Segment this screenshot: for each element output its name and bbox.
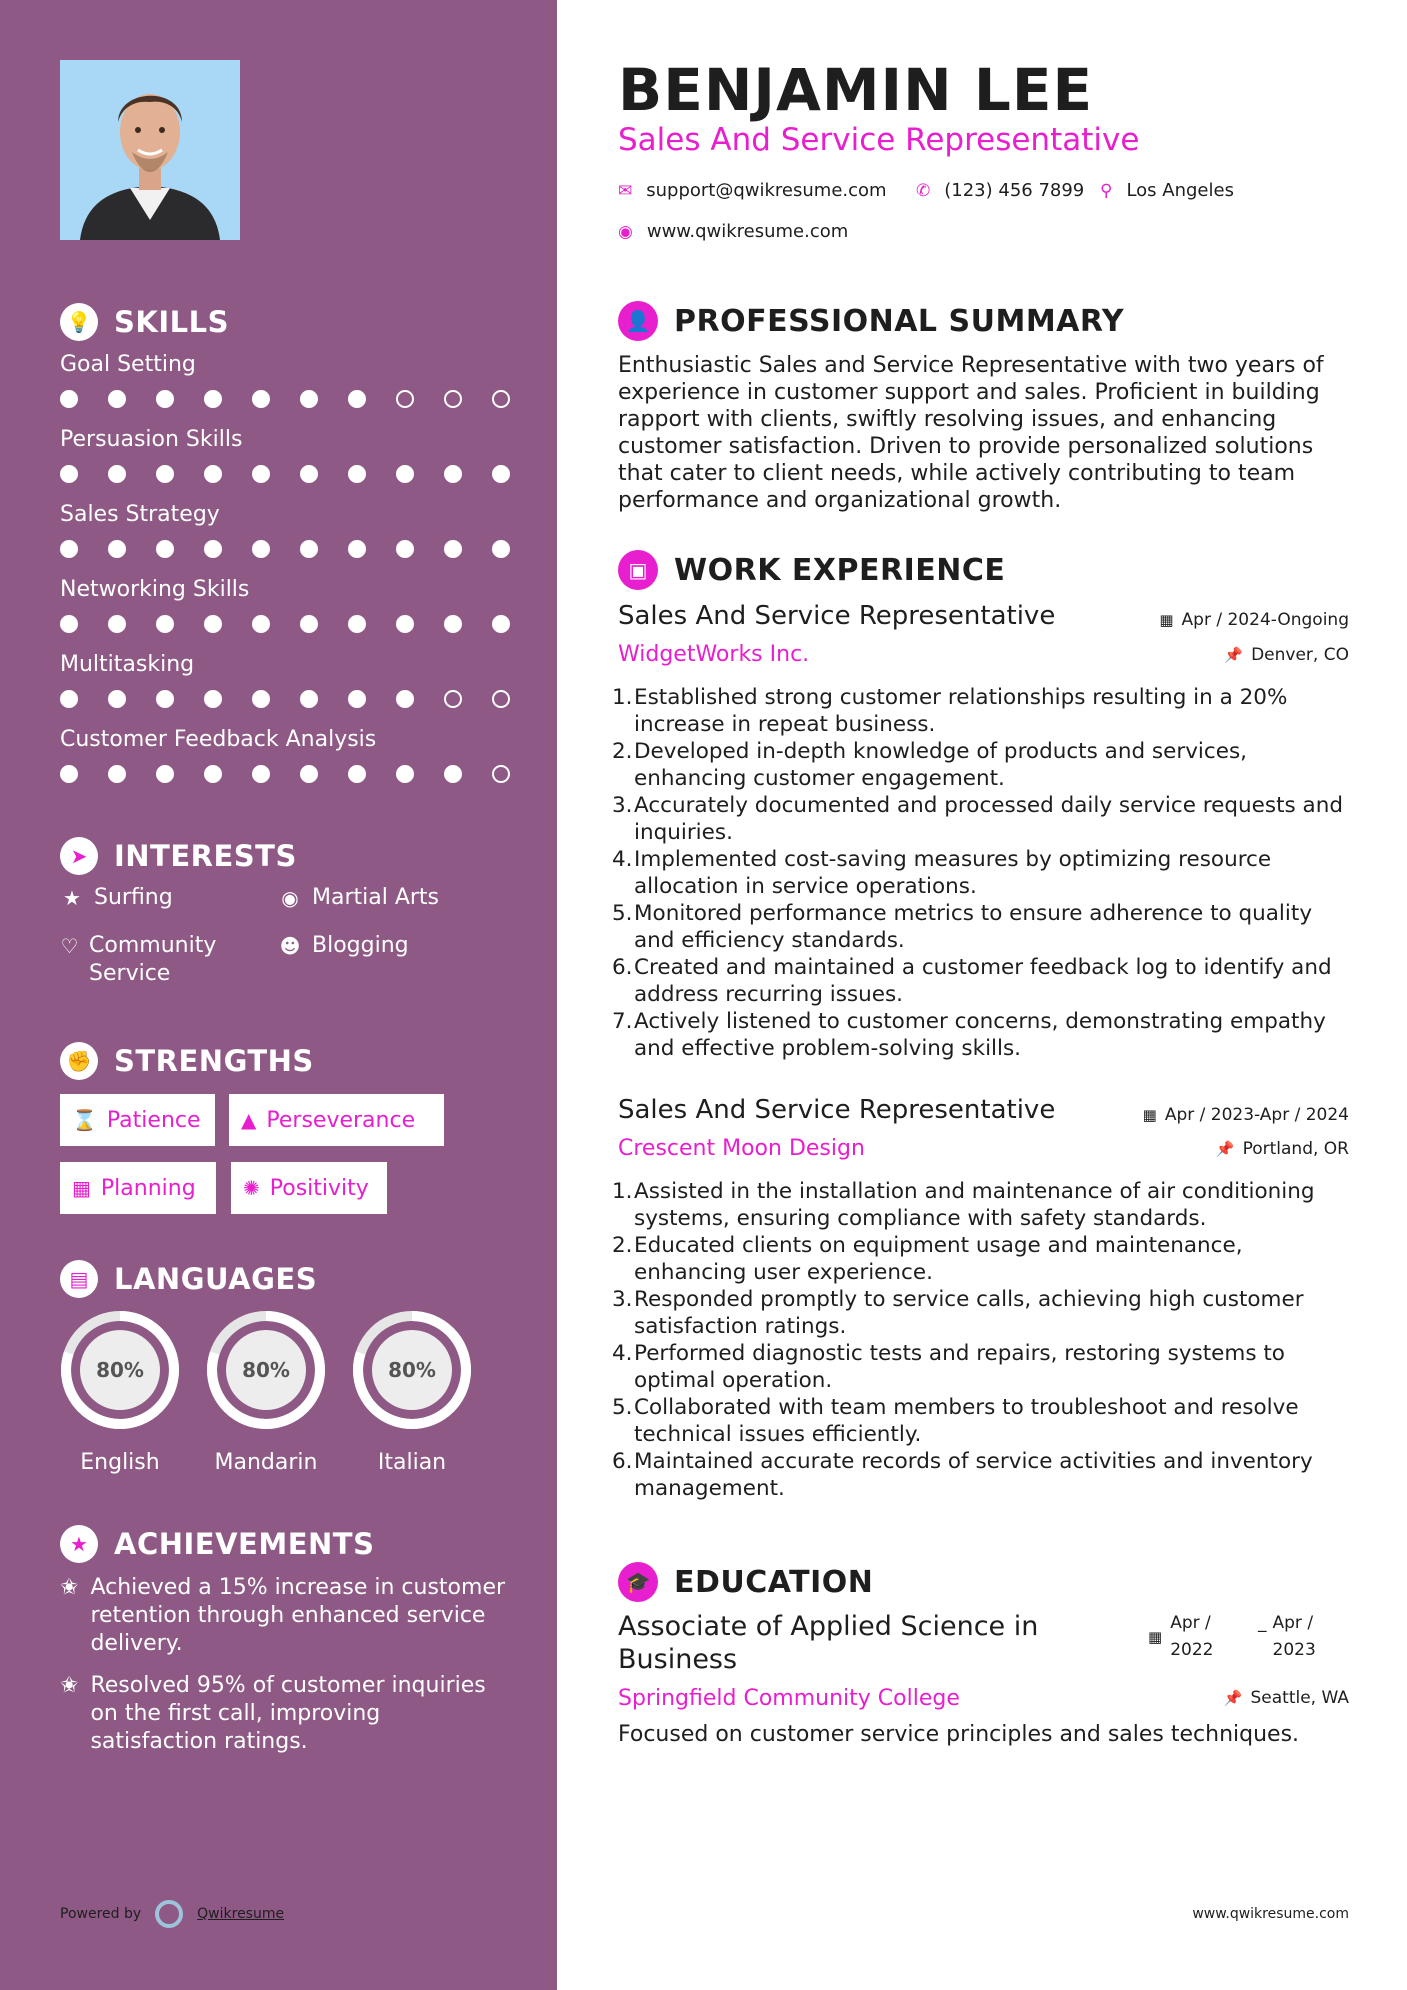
strengths-heading: ✊ STRENGTHS [60, 1041, 314, 1081]
language-progress-ring [204, 1308, 328, 1432]
rating-dot-empty [444, 690, 462, 708]
job-bullet: 7. Actively listened to customer concerns, demonstrating empathy and effective problem-solving skills. [612, 1009, 1326, 1061]
rating-dot-filled [396, 465, 414, 483]
rating-dot-filled [300, 765, 318, 783]
rating-dot-filled [252, 390, 270, 408]
skills-heading: 💡 SKILLS [60, 302, 229, 342]
skill-rating [60, 765, 510, 783]
skill-rating [60, 390, 510, 408]
job-bullet: 5. Collaborated with team members to troubleshoot and resolve technical issues efficiently. [612, 1395, 1299, 1447]
education-heading: 🎓 EDUCATION [618, 1561, 873, 1603]
globe-icon: ◉ [618, 221, 633, 242]
achievement-item: ✬ Achieved a 15% increase in customer retention through enhanced service delivery. [60, 1575, 506, 1656]
envelope-icon: ✉ [618, 180, 633, 201]
rating-dot-filled [60, 690, 78, 708]
sidebar [0, 0, 557, 1990]
rating-dot-empty [492, 765, 510, 783]
skill-name: Persuasion Skills [60, 427, 243, 452]
job-bullet: 6. Maintained accurate records of service activities and inventory management. [612, 1449, 1313, 1501]
job-bullets [612, 684, 1352, 1062]
rating-dot-filled [156, 390, 174, 408]
skill-rating [60, 540, 510, 558]
rating-dot-filled [108, 390, 126, 408]
job-location: 📌 Portland, OR [1215, 1139, 1349, 1159]
language-name: Mandarin [214, 1450, 318, 1475]
rating-dot-filled [300, 690, 318, 708]
rating-dot-filled [252, 615, 270, 633]
rating-dot-empty [492, 390, 510, 408]
rating-dot-empty [396, 390, 414, 408]
shooting-star-icon: ✬ [60, 1673, 79, 1698]
language-percent: 80% [96, 1358, 144, 1382]
brand-link[interactable]: Qwikresume [197, 1906, 285, 1922]
shooting-star-icon: ✬ [60, 1575, 79, 1600]
rating-dot-filled [396, 765, 414, 783]
skill-name: Goal Setting [60, 352, 196, 377]
job-title: Sales And Service Representative [618, 601, 1056, 631]
job-bullet: 4. Implemented cost-saving measures by optimizing resource allocation in service operations. [612, 847, 1272, 899]
rating-dot-filled [60, 540, 78, 558]
language-progress-ring [350, 1308, 474, 1432]
calendar-icon: ▦ [1148, 1628, 1163, 1646]
interest-item: ☻ Blogging [279, 933, 409, 958]
powered-by: Powered by Qwikresume [60, 1900, 284, 1928]
rating-dot-filled [396, 615, 414, 633]
summary-text: Enthusiastic Sales and Service Representative with two years of experience in customer support and sales. Proficient in building rapport with clients, swiftly resolving issues, and enhancing customer satisfaction. Driven to provide personalized solutions that cater to client needs, while actively contributing to team performance and organizational growth. [618, 353, 1324, 513]
job-bullet: 4. Performed diagnostic tests and repairs, restoring systems to optimal operation. [612, 1341, 1285, 1393]
rating-dot-filled [492, 540, 510, 558]
rating-dot-filled [60, 390, 78, 408]
degree-title: Associate of Applied Science in Business [618, 1611, 1039, 1675]
language-item [58, 1308, 182, 1475]
rating-dot-filled [300, 390, 318, 408]
skill-name: Customer Feedback Analysis [60, 727, 377, 752]
interest-item: ◉ Martial Arts [278, 884, 439, 912]
contact-website[interactable]: ◉ www.qwikresume.com [618, 221, 849, 242]
calendar-icon: ▦ [1142, 1106, 1157, 1124]
rating-dot-filled [60, 765, 78, 783]
rating-dot-filled [108, 465, 126, 483]
rating-dot-filled [396, 690, 414, 708]
user-icon: 👤 [618, 301, 658, 341]
briefcase-icon: ▣ [618, 550, 658, 590]
job-dates: ▦ Apr / 2024-Ongoing [1159, 610, 1349, 630]
rating-dot-filled [252, 465, 270, 483]
language-icon: ▤ [60, 1260, 98, 1298]
map-pin-icon: ⚲ [1100, 180, 1113, 201]
rating-dot-filled [204, 465, 222, 483]
rating-dot-filled [492, 465, 510, 483]
job-bullet: 2. Educated clients on equipment usage and maintenance, enhancing user experience. [612, 1233, 1243, 1285]
job-dates: ▦ Apr / 2023-Apr / 2024 [1142, 1105, 1349, 1125]
rating-dot-filled [348, 615, 366, 633]
language-percent: 80% [388, 1358, 436, 1382]
rating-dot-filled [300, 615, 318, 633]
hourglass-icon: ⌛ [72, 1108, 97, 1132]
star-badge-icon: ★ [60, 1525, 98, 1563]
rating-dot-empty [444, 390, 462, 408]
profile-photo [60, 60, 240, 240]
calendar-icon: ▦ [72, 1176, 91, 1200]
rating-dot-filled [204, 615, 222, 633]
interest-item: ★ Surfing [60, 884, 173, 912]
strength-badge: ▦ Planning [60, 1162, 216, 1214]
job-bullet: 2. Developed in-depth knowledge of products and services, enhancing customer engagement. [612, 739, 1247, 791]
lightbulb-icon: 💡 [60, 303, 98, 341]
rating-dot-filled [204, 765, 222, 783]
job-bullets [612, 1178, 1352, 1502]
rating-dot-filled [492, 615, 510, 633]
candidate-name: BENJAMIN LEE [618, 56, 1094, 124]
language-item [204, 1308, 328, 1475]
job-bullet: 1. Established strong customer relationships resulting in a 20% increase in repeat business. [612, 685, 1288, 737]
dash-separator: _ [1258, 1613, 1267, 1633]
job-company: WidgetWorks Inc. [618, 642, 810, 667]
candidate-role: Sales And Service Representative [618, 122, 1140, 158]
job-location: 📌 Denver, CO [1224, 645, 1349, 665]
summary-heading: 👤 PROFESSIONAL SUMMARY [618, 300, 1124, 342]
skill-rating [60, 465, 510, 483]
strength-badge: ✺ Positivity [231, 1162, 387, 1214]
rating-dot-filled [444, 465, 462, 483]
contact-phone[interactable]: ✆ (123) 456 7899 [916, 180, 1085, 201]
rating-dot-filled [60, 615, 78, 633]
rating-dot-filled [252, 540, 270, 558]
rating-dot-filled [156, 540, 174, 558]
rating-dot-filled [348, 540, 366, 558]
qwikresume-logo-icon [155, 1900, 183, 1928]
rating-dot-filled [444, 615, 462, 633]
skill-name: Multitasking [60, 652, 195, 677]
rating-dot-filled [108, 690, 126, 708]
rating-dot-filled [252, 690, 270, 708]
footer-url[interactable]: www.qwikresume.com [1192, 1906, 1349, 1922]
language-name: Italian [377, 1450, 447, 1475]
rating-dot-filled [156, 690, 174, 708]
education-end-date: _ Apr / 2023 [1258, 1610, 1316, 1664]
rating-dot-filled [204, 540, 222, 558]
languages-heading: ▤ LANGUAGES [60, 1259, 317, 1299]
job-bullet: 3. Accurately documented and processed daily service requests and inquiries. [612, 793, 1343, 845]
road-icon: ▲ [241, 1108, 257, 1132]
education-location: 📌 Seattle, WA [1223, 1688, 1349, 1708]
language-item [350, 1308, 474, 1475]
rating-dot-empty [492, 690, 510, 708]
skill-name: Networking Skills [60, 577, 250, 602]
strength-badge: ⌛ Patience [60, 1094, 215, 1146]
rating-dot-filled [348, 390, 366, 408]
rating-dot-filled [348, 465, 366, 483]
experience-heading: ▣ WORK EXPERIENCE [618, 549, 1005, 591]
strength-badge: ▲ Perseverance [229, 1094, 444, 1146]
pushpin-icon: 📌 [1223, 1689, 1243, 1707]
language-progress-ring [58, 1308, 182, 1432]
rating-dot-filled [156, 615, 174, 633]
star-icon: ★ [63, 886, 81, 910]
rating-dot-filled [108, 540, 126, 558]
rating-dot-filled [108, 615, 126, 633]
rating-dot-filled [156, 465, 174, 483]
fist-icon: ✊ [60, 1042, 98, 1080]
job-title: Sales And Service Representative [618, 1095, 1056, 1125]
job-bullet: 5. Monitored performance metrics to ensure adherence to quality and efficiency standards. [612, 901, 1313, 953]
contact-email[interactable]: ✉ support@qwikresume.com [618, 180, 887, 201]
skill-name: Sales Strategy [60, 502, 220, 527]
interest-item: ♡ Community Service [60, 933, 217, 986]
rating-dot-filled [444, 540, 462, 558]
phone-icon: ✆ [916, 180, 931, 201]
education-description: Focused on customer service principles and sales techniques. [618, 1722, 1300, 1747]
rating-dot-filled [300, 540, 318, 558]
users-icon: ☻ [279, 934, 301, 958]
rating-dot-filled [300, 465, 318, 483]
rating-dot-filled [60, 465, 78, 483]
graduation-cap-icon: 🎓 [618, 1562, 658, 1602]
circle-notch-icon: ✺ [243, 1176, 260, 1200]
contact-location: ⚲ Los Angeles [1100, 180, 1234, 201]
job-bullet: 3. Responded promptly to service calls, achieving high customer satisfaction ratings. [612, 1287, 1304, 1339]
rating-dot-filled [252, 765, 270, 783]
job-bullet: 1. Assisted in the installation and maintenance of air conditioning systems, ensuring compliance with safety standards. [612, 1179, 1315, 1231]
school-name: Springfield Community College [618, 1686, 960, 1711]
rating-dot-filled [396, 540, 414, 558]
globe-icon: ◉ [281, 886, 299, 910]
rating-dot-filled [204, 690, 222, 708]
pushpin-icon: 📌 [1215, 1140, 1235, 1158]
pushpin-icon: 📌 [1224, 646, 1244, 664]
rating-dot-filled [444, 765, 462, 783]
skill-rating [60, 690, 510, 708]
profile-photo-illustration [60, 60, 240, 240]
achievements-heading: ★ ACHIEVEMENTS [60, 1524, 374, 1564]
language-percent: 80% [242, 1358, 290, 1382]
rating-dot-filled [156, 765, 174, 783]
rating-dot-filled [204, 390, 222, 408]
rating-dot-filled [348, 765, 366, 783]
calendar-icon: ▦ [1159, 611, 1174, 629]
achievement-item: ✬ Resolved 95% of customer inquiries on the first call, improving satisfaction ratings. [60, 1673, 486, 1754]
rating-dot-filled [108, 765, 126, 783]
skill-rating [60, 615, 510, 633]
paper-plane-icon: ➤ [60, 837, 98, 875]
education-start-date: ▦ Apr / 2022 [1148, 1610, 1213, 1664]
interests-heading: ➤ INTERESTS [60, 836, 297, 876]
job-bullet: 6. Created and maintained a customer feedback log to identify and address recurring issues. [612, 955, 1332, 1007]
job-company: Crescent Moon Design [618, 1136, 865, 1161]
rating-dot-filled [348, 690, 366, 708]
hands-icon: ♡ [60, 934, 79, 958]
language-name: English [80, 1450, 160, 1475]
